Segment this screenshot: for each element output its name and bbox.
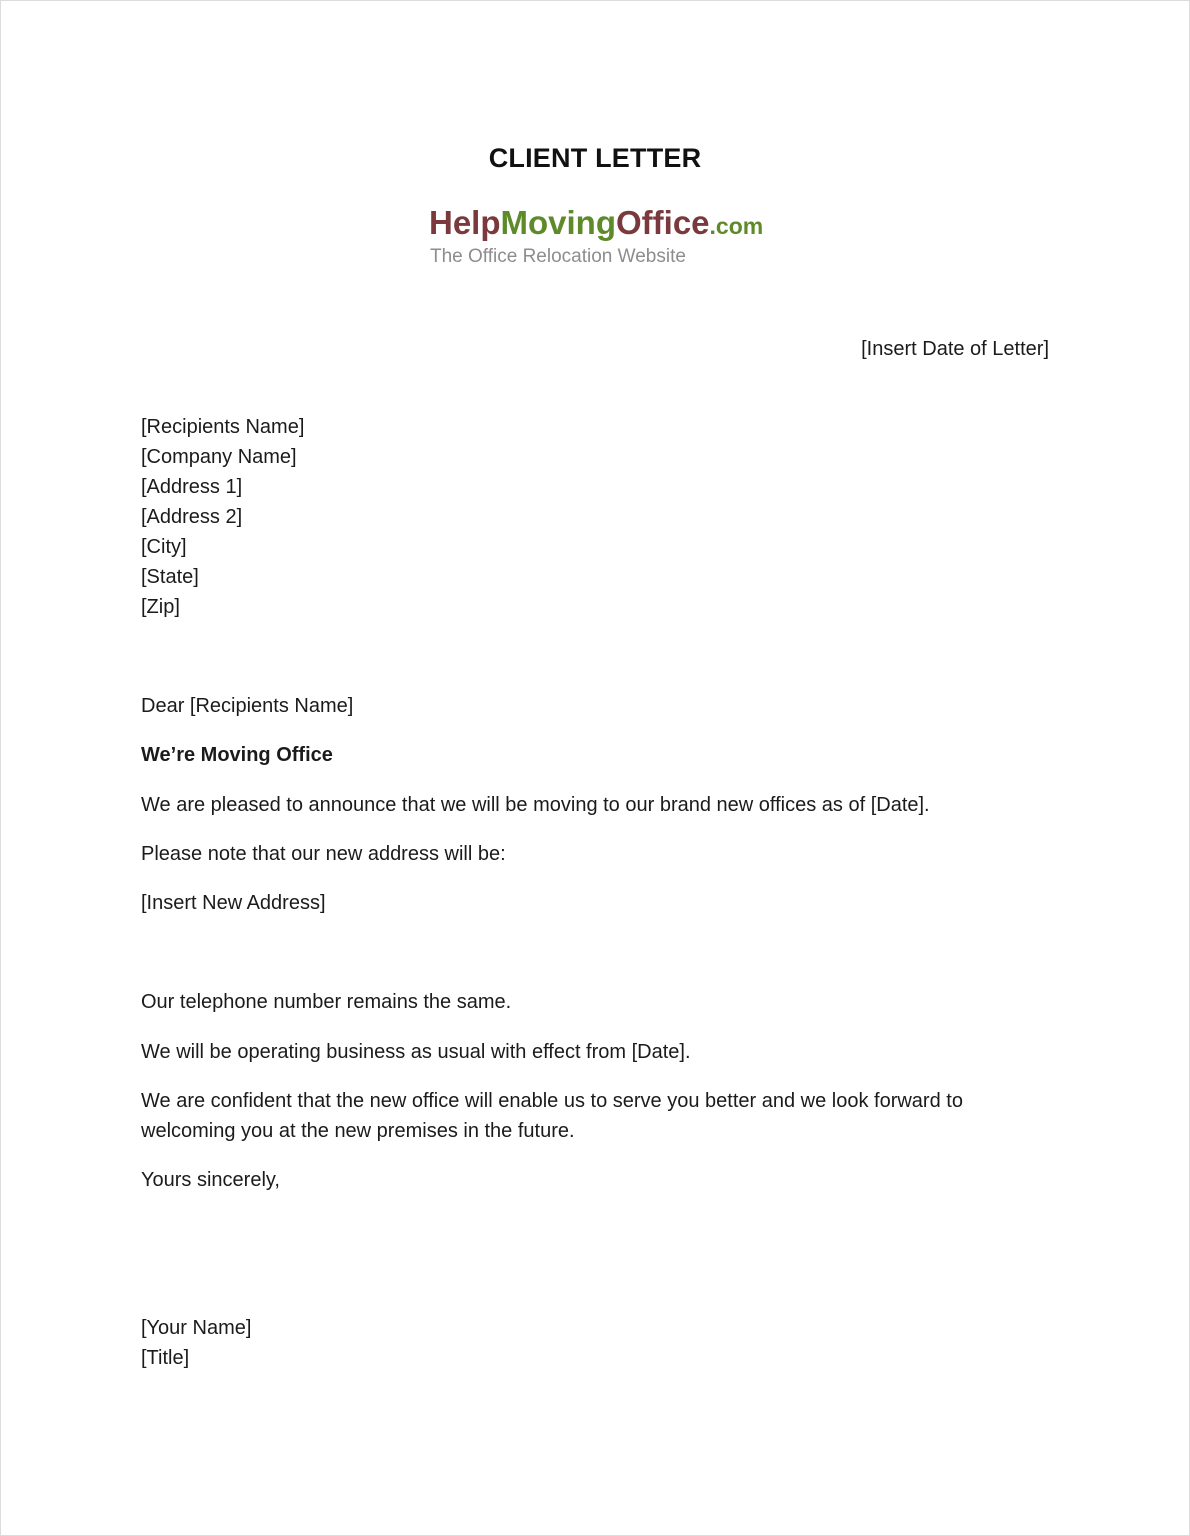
body-paragraph-2: Please note that our new address will be:: [141, 843, 506, 865]
signature-title: [Title]: [141, 1347, 190, 1369]
body-paragraph-1: We are pleased to announce that we will be moving to our brand new offices as of [Date].: [141, 794, 930, 816]
logo-com-text: .com: [709, 213, 764, 239]
recipient-address-1: [Address 1]: [141, 476, 243, 498]
logo-tagline: The Office Relocation Website: [430, 246, 686, 267]
logo-office-text: Office: [616, 204, 710, 241]
logo-wordmark: [429, 203, 763, 246]
company-logo: [429, 203, 789, 273]
recipient-address-2: [Address 2]: [141, 506, 243, 528]
logo-moving-text: Moving: [500, 204, 616, 241]
body-paragraph-business: We will be operating business as usual with effect from [Date].: [141, 1041, 691, 1063]
recipient-address-block: [141, 412, 304, 622]
closing: Yours sincerely,: [141, 1169, 280, 1191]
document-title: CLIENT LETTER: [488, 143, 702, 173]
recipient-name: [Recipients Name]: [141, 416, 305, 438]
signature-block: [141, 1313, 251, 1373]
new-address-placeholder: [Insert New Address]: [141, 892, 326, 914]
letter-heading: We’re Moving Office: [141, 744, 333, 766]
body-paragraph-confident-line-2: welcoming you at the new premises in the future.: [141, 1120, 575, 1142]
logo-help-text: Help: [429, 204, 501, 241]
salutation: Dear [Recipients Name]: [141, 695, 354, 717]
signature-name: [Your Name]: [141, 1317, 252, 1339]
recipient-company: [Company Name]: [141, 446, 297, 468]
letter-date: [Insert Date of Letter]: [861, 338, 1049, 360]
recipient-zip: [Zip]: [141, 596, 180, 618]
body-paragraph-confident: [141, 1086, 963, 1146]
recipient-city: [City]: [141, 536, 187, 558]
body-paragraph-telephone: Our telephone number remains the same.: [141, 991, 512, 1013]
body-paragraph-confident-line-1: We are confident that the new office will enable us to serve you better and we look forward to: [141, 1090, 963, 1112]
recipient-state: [State]: [141, 566, 199, 588]
